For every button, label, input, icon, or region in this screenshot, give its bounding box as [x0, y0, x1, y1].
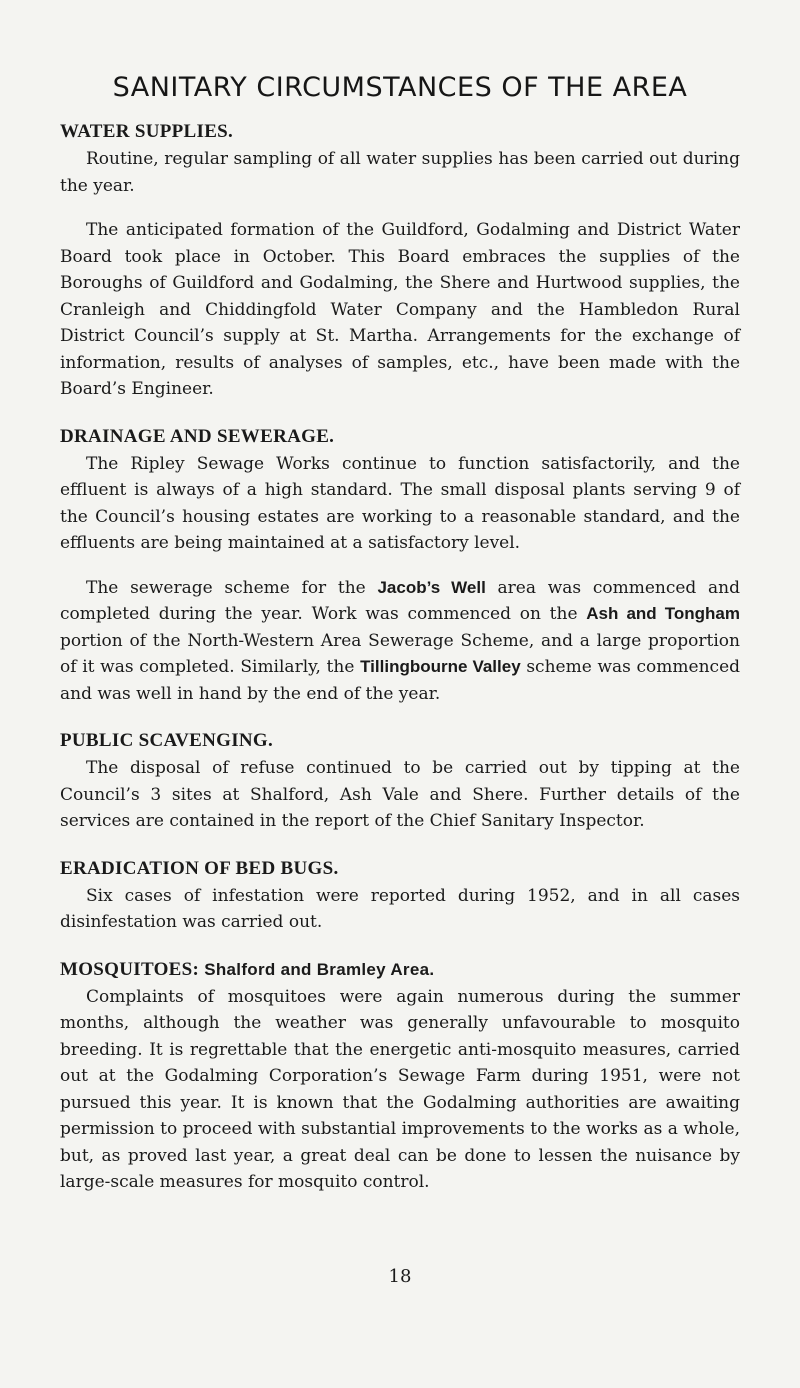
paragraph: The disposal of refuse continued to be carried out by tipping at the Council’s 3 sites at Shalford, Ash Vale and Shere. Further details of the services are contained in the report of the Chief Sanitary Inspector.: [60, 758, 740, 831]
text-run: The sewerage scheme for the: [86, 577, 378, 598]
text-run: scheme was commenced and was well in hand by the end of the year.: [60, 657, 741, 704]
section-heading: WATER SUPPLIES.: [60, 121, 234, 142]
paragraph: The Ripley Sewage Works continue to function satisfactorily, and the effluent is always of a high standard. The small disposal plants serving 9 of the Council’s housing estates are working to a reasonable standard, and the effluents are being maintained at a satisfactory level.: [60, 453, 740, 553]
page-title: SANITARY CIRCUMSTANCES OF THE AREA: [112, 72, 688, 103]
paragraph: Six cases of infestation were reported during 1952, and in all cases disinfestation was carried out.: [60, 885, 740, 932]
place-name: Tillingbourne Valley: [360, 657, 521, 676]
heading-text: MOSQUITOES:: [60, 958, 200, 980]
page-number: 18: [388, 1266, 412, 1287]
section-heading: ERADICATION OF BED BUGS.: [60, 857, 339, 879]
section-mosquitoes: [60, 956, 740, 1196]
paragraph: [60, 575, 740, 708]
section-drainage-sewerage: [60, 423, 740, 708]
place-name: Jacob’s Well: [377, 577, 486, 597]
section-heading: DRAINAGE AND SEWERAGE.: [60, 425, 335, 447]
content-body: [60, 118, 740, 1216]
section-subheading: Shalford and Bramley Area.: [204, 959, 435, 979]
section-heading: PUBLIC SCAVENGING.: [60, 730, 274, 751]
paragraph: Routine, regular sampling of all water supplies has been carried out during the year.: [60, 149, 740, 196]
text-run: area was commenced and completed during the year. Work was commenced on the: [60, 577, 740, 624]
section-bed-bugs: [60, 855, 740, 936]
text-run: portion of the North-Western Area Sewerage Scheme, and a large proportion of it was completed. Similarly, the: [60, 630, 740, 677]
paragraph: Complaints of mosquitoes were again numerous during the summer months, although the weather was generally unfavourable to mosquito breeding. It is regrettable that the energetic anti-mosquito measures, carried out at the Godalming Corporation’s Sewage Farm during 1951, were not pursued this year. It is known that the Godalming authorities are awaiting permission to proceed with substantial improvements to the works as a whole, but, as proved last year, a great deal can be done to lessen the nuisance by large-scale measures for mosquito control.: [60, 986, 740, 1192]
place-name: Ash and Tongham: [586, 604, 740, 623]
section-heading: [60, 956, 740, 984]
section-water-supplies: [60, 118, 740, 403]
paragraph: The anticipated formation of the Guildford, Godalming and District Water Board took place in October. This Board embraces the supplies of the Boroughs of Guildford and Godalming, the Shere and Hurtwood supplies, the Cranleigh and Chiddingfold Water Company and the Hambledon Rural District Council’s supply at St. Martha. Arrangements for the exchange of information, results of analyses of samples, etc., have been made with the Board’s Engineer.: [60, 220, 740, 399]
section-public-scavenging: [60, 727, 740, 835]
